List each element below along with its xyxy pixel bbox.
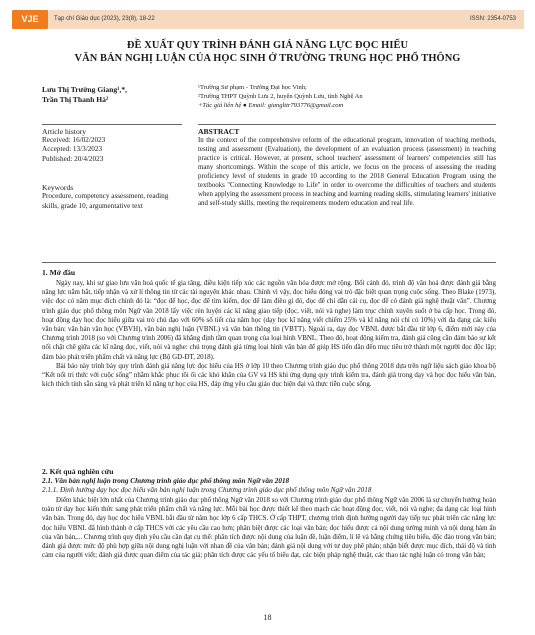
journal-header-bar (48, 10, 524, 29)
journal-issn: ISSN: 2354-0753 (469, 16, 516, 22)
section-1-body (42, 279, 496, 389)
section-2-body (42, 496, 496, 560)
divider-bottom (42, 262, 496, 263)
author-list (42, 85, 127, 105)
paper-title-line-1: ĐỀ XUẤT QUY TRÌNH ĐÁNH GIÁ NĂNG LỰC ĐỌC HIỂU (126, 40, 409, 51)
author-1: Lưu Thị Trường Giang¹,*, (42, 85, 128, 94)
subsection-2-1-1-heading: 2.1.1. Định hướng dạy học đọc hiểu văn bản nghị luận trong Chương trình giáo dục phổ thông môn Ngữ văn 2018 (42, 486, 372, 494)
journal-citation: Tạp chí Giáo dục (2023), 23(8), 18-22 (54, 16, 155, 22)
received-date: Received: 16/02/2023 (42, 136, 106, 145)
accepted-date: Accepted: 13/3/2023 (42, 145, 103, 154)
section-2-heading: 2. Kết quả nghiên cứu (42, 467, 114, 476)
section-1-heading: 1. Mở đầu (42, 268, 76, 277)
keywords-heading: Keywords (42, 183, 74, 192)
affiliation-2: ²Trường THPT Quỳnh Lưu 2, huyện Quỳnh Lưu, tỉnh Nghệ An (198, 93, 363, 101)
journal-logo: VJE (12, 10, 48, 29)
author-2: Trần Thị Thanh Hà² (42, 95, 109, 104)
keywords-block (42, 183, 182, 211)
keywords-text: Procedure, competency assessment, reading skills, grade 10, argumentative text (42, 192, 169, 210)
published-date: Published: 20/4/2023 (42, 154, 104, 163)
divider-left (42, 124, 182, 125)
section-1-paragraph-2: Bài báo này trình bày quy trình đánh giá năng lực đọc hiểu của HS ở lớp 10 theo Chương trình giáo dục phổ thông 2018 dựa trên ngữ liệu sách giáo khoa bộ “Kết nối tri thức với cuộc sống” nhằm khắc phục tồi ổi các khó khăn của GV và HS khi ứng dụng quy trình kiểm tra, đánh giá trong dạy và học đọc hiểu văn bản, kích thích tính sẵn sàng và phát triển kĩ năng tự học của HS, đáp ứng yêu cầu giáo dục hiện đại và thực tiễn cuộc sống. (42, 361, 496, 389)
abstract-heading: ABSTRACT (198, 127, 240, 136)
affiliation-1: ¹Trường Sư phạm - Trường Đại học Vinh; (198, 84, 307, 91)
section-2-paragraph-1: Điểm khác biệt lớn nhất của Chương trình giáo dục phổ thông Ngữ văn 2018 so với Chương trình giáo dục phổ thông Ngữ văn 2006 là sự chuyển hướng hoàn toàn từ dạy học kiến thức sang phát triển phẩm chất và năng lực. Mỗi bài học được thiết kế theo mạch các hoạt động đọc, viết, nói và nghe; đa dạng các loại hình văn bản. Trong đó, dạy học đọc hiểu VBNL bắt đầu từ năm học lớp 6 cấp THCS. Ở cấp THPT, chương trình định hướng người dạy tiếp tục phát triển các năng lực đọc hiểu VBNL đã hình thành ở cấp THCS với các yêu cầu cao hơn; phân biệt được các loại văn bản; đọc hiểu được cả nội dung tường minh và nội dung hàm ẩn của văn bản,... Chương trình quy định yêu cầu cần đạt cụ thể: phân tích được nội dung của luận đề, luận điểm, lí lẽ và bằng chứng tiêu biểu, độc đáo trong văn bản; đánh giá được mức độ phù hợp giữa nội dung nghị luận với nhan đề của văn bản; đánh giá nội dung với tư duy phê phán; nhận biết được mục đích, thái độ và tình cảm của người viết; đánh giá được quan điểm của tác giả; phân tích được các yếu tố biểu đạt, các biện pháp nghệ thuật, các thao tác nghị luận có trong văn bản; (42, 496, 496, 560)
divider-right (198, 124, 496, 125)
page-number: 18 (263, 613, 272, 622)
abstract-text: In the context of the comprehensive reform of the educational program, innovation of teaching methods, testing and assessment (Evaluation), the development of an evaluation process (assessment) in teaching practice is critical. However, at present, school teachers' assessment of learners' competencies still has many shortcomings. Within the scope of this article, we focus on the process of assessing the reading proficiency level of students in grade 10 according to the 2018 General Education Program using the textbooks "Connecting Knowledge to Life" in order to overcome the difficulties of teachers and students when applying the assessment process in teaching and learning reading skills, stimulating learners' initiative and self-study skills, meeting the requirements modern education and real life. (198, 137, 496, 208)
paper-title-line-2: VĂN BẢN NGHỊ LUẬN CỦA HỌC SINH Ở TRƯỜNG TRUNG HỌC PHỔ THÔNG (74, 53, 461, 64)
section-1-paragraph-1: Ngày nay, khi sự giao lưu văn hoá quốc tế gia tăng, điều kiện tiếp xúc các nguồn văn hóa được mở rộng. Bối cảnh đó, trình độ văn hoá được đánh giá bằng năng lực nắm bắt, tiếp nhận và xử lí thông tin từ các tài nguyên khác nhau. Chính vì vậy, đọc hiểu đóng vai trò đặc biệt quan trọng cuộc sống. Theo Blake (1973), việc đọc có năm mục đích chính đó là: “đọc để học, đọc để tìm kiếm, đọc để làm điều gì đó, đọc để chỉ dẫn cái cụ, đọc để có đánh giá nghệ thuật văn”. Chương trình giáo dục phổ thông môn Ngữ văn 2018 lấy việc rèn luyện các kĩ năng giao tiếp (đọc, viết, nói và nghe) làm trục chính xuyên suốt ở ba cấp học. Trong đó, hoạt động dạy học đọc hiểu giữa vai trò chủ đạo với 60% số tiết của năm học (dạy học kĩ năng viết chiếm 25% và kĩ năng nói chỉ có 10%) với đa dạng các kiểu văn bản: văn bản văn học (VBVH), văn bản nghị luận (VBNL) và văn bản thông tin (VBTT). Ngoài ra, dạy đọc VBNL được bắt đầu từ lớp 6, điểm mới này của Chương trình 2018 (so với Chương trình 2006) đã khẳng định tầm quan trọng của loại hình VBNL. Theo đó, hoạt động kiểm tra, đánh giá cũng cần đảm bảo sự kết nối chặt chẽ giữa các kĩ năng đọc, viết, nói và nghe: chú trọng đánh giá từng loại hình văn bản để giúp HS tiến dần đến mục tiêu trở thành một người đọc độc lập; đảm bảo phát triển phẩm chất và năng lực (Bộ GD-ĐT, 2018). (42, 279, 496, 361)
affiliations (198, 83, 498, 111)
corresponding-author: +Tác giả liên hệ ● Email: gianglttr793776@gmail.com (198, 102, 344, 110)
article-history (42, 127, 105, 164)
journal-header (12, 9, 524, 29)
subsection-2-1-heading: 2.1. Văn bản nghị luận trong Chương trình giáo dục phổ thông môn Ngữ văn 2018 (42, 477, 290, 485)
article-history-heading: Article history (42, 127, 87, 136)
